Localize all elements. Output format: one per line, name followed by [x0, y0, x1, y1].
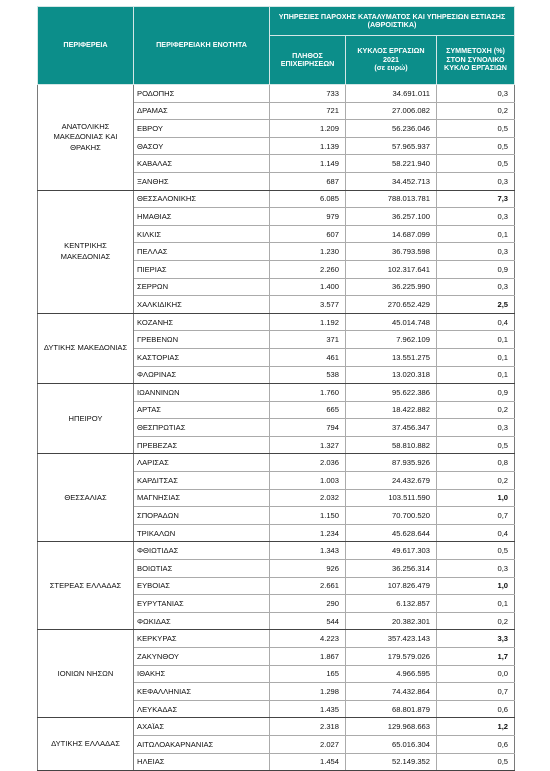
share-cell: 0,2	[437, 102, 515, 120]
share-cell: 7,3	[437, 190, 515, 208]
regional-unit-cell: ΙΩΑΝΝΙΝΩΝ	[134, 384, 270, 402]
businesses-cell: 926	[270, 560, 346, 578]
businesses-cell: 1.454	[270, 753, 346, 771]
businesses-cell: 1.192	[270, 313, 346, 331]
turnover-cell: 87.935.926	[346, 454, 437, 472]
businesses-cell: 2.027	[270, 735, 346, 753]
share-cell: 0,4	[437, 313, 515, 331]
share-cell: 0,0	[437, 665, 515, 683]
businesses-cell: 794	[270, 419, 346, 437]
businesses-cell: 461	[270, 348, 346, 366]
header-group: ΥΠΗΡΕΣΙΕΣ ΠΑΡΟΧΗΣ ΚΑΤΑΛΥΜΑΤΟΣ ΚΑΙ ΥΠΗΡΕΣΙΩΝ ΕΣΤΙΑΣΗΣ (ΑΘΡΟΙΣΤΙΚΑ)	[270, 7, 515, 36]
turnover-cell: 65.016.304	[346, 735, 437, 753]
businesses-cell: 1.400	[270, 278, 346, 296]
regional-unit-cell: ΒΟΙΩΤΙΑΣ	[134, 560, 270, 578]
businesses-cell: 1.327	[270, 436, 346, 454]
turnover-cell: 58.221.940	[346, 155, 437, 173]
regional-unit-cell: ΣΠΟΡΑΔΩΝ	[134, 507, 270, 525]
turnover-cell: 37.456.347	[346, 419, 437, 437]
share-cell: 0,2	[437, 472, 515, 490]
share-cell: 0,3	[437, 85, 515, 103]
regional-unit-cell: ΚΑΣΤΟΡΙΑΣ	[134, 348, 270, 366]
regional-unit-cell: ΑΧΑΪΑΣ	[134, 718, 270, 736]
businesses-cell: 544	[270, 612, 346, 630]
businesses-cell: 1.150	[270, 507, 346, 525]
businesses-cell: 1.867	[270, 648, 346, 666]
share-cell: 0,5	[437, 753, 515, 771]
turnover-cell: 103.511.590	[346, 489, 437, 507]
table-body	[38, 85, 515, 771]
regional-unit-cell: ΚΕΡΚΥΡΑΣ	[134, 630, 270, 648]
region-name: ΙΟΝΙΩΝ ΝΗΣΩΝ	[38, 630, 134, 718]
turnover-cell: 45.014.748	[346, 313, 437, 331]
share-cell: 0,6	[437, 700, 515, 718]
table-row	[38, 718, 515, 736]
businesses-cell: 2.260	[270, 260, 346, 278]
share-cell: 0,1	[437, 348, 515, 366]
regional-unit-cell: ΑΡΤΑΣ	[134, 401, 270, 419]
share-cell: 0,7	[437, 683, 515, 701]
turnover-cell: 107.826.479	[346, 577, 437, 595]
turnover-cell: 74.432.864	[346, 683, 437, 701]
regional-unit-cell: ΤΡΙΚΑΛΩΝ	[134, 524, 270, 542]
share-cell: 0,1	[437, 595, 515, 613]
share-cell: 0,2	[437, 612, 515, 630]
header-share: ΣΥΜΜΕΤΟΧΗ (%) ΣΤΟΝ ΣΥΝΟΛΙΚΟ ΚΥΚΛΟ ΕΡΓΑΣΙΩΝ	[437, 36, 515, 85]
table-row	[38, 190, 515, 208]
businesses-cell: 371	[270, 331, 346, 349]
share-cell: 3,3	[437, 630, 515, 648]
regional-unit-cell: ΖΑΚΥΝΘΟΥ	[134, 648, 270, 666]
turnover-cell: 34.691.011	[346, 85, 437, 103]
regional-unit-cell: ΚΕΦΑΛΛΗΝΙΑΣ	[134, 683, 270, 701]
turnover-cell: 179.579.026	[346, 648, 437, 666]
businesses-cell: 2.036	[270, 454, 346, 472]
table-row	[38, 630, 515, 648]
statistics-document	[37, 6, 514, 771]
turnover-cell: 27.006.082	[346, 102, 437, 120]
share-cell: 0,5	[437, 155, 515, 173]
regional-unit-cell: ΜΑΓΝΗΣΙΑΣ	[134, 489, 270, 507]
region-name: ΑΝΑΤΟΛΙΚΗΣ ΜΑΚΕΔΟΝΙΑΣ ΚΑΙ ΘΡΑΚΗΣ	[38, 85, 134, 191]
businesses-cell: 1.343	[270, 542, 346, 560]
turnover-cell: 20.382.301	[346, 612, 437, 630]
regional-unit-cell: ΚΑΒΑΛΑΣ	[134, 155, 270, 173]
businesses-cell: 1.139	[270, 137, 346, 155]
businesses-cell: 1.209	[270, 120, 346, 138]
table-row	[38, 542, 515, 560]
regional-unit-cell: ΚΟΖΑΝΗΣ	[134, 313, 270, 331]
turnover-cell: 49.617.303	[346, 542, 437, 560]
regional-unit-cell: ΠΡΕΒΕΖΑΣ	[134, 436, 270, 454]
share-cell: 0,8	[437, 454, 515, 472]
regional-unit-cell: ΑΙΤΩΛΟΑΚΑΡΝΑΝΙΑΣ	[134, 735, 270, 753]
businesses-cell: 733	[270, 85, 346, 103]
turnover-cell: 13.020.318	[346, 366, 437, 384]
header-region: ΠΕΡΙΦΕΡΕΙΑ	[38, 7, 134, 85]
turnover-cell: 14.687.099	[346, 225, 437, 243]
turnover-cell: 270.652.429	[346, 296, 437, 314]
businesses-cell: 1.234	[270, 524, 346, 542]
turnover-cell: 7.962.109	[346, 331, 437, 349]
regional-unit-cell: ΙΘΑΚΗΣ	[134, 665, 270, 683]
share-cell: 0,3	[437, 560, 515, 578]
businesses-cell: 3.577	[270, 296, 346, 314]
table-row	[38, 85, 515, 103]
regional-unit-cell: ΘΑΣΟΥ	[134, 137, 270, 155]
share-cell: 0,1	[437, 225, 515, 243]
regional-unit-cell: ΡΟΔΟΠΗΣ	[134, 85, 270, 103]
businesses-cell: 1.435	[270, 700, 346, 718]
turnover-cell: 357.423.143	[346, 630, 437, 648]
region-name: ΣΤΕΡΕΑΣ ΕΛΛΑΔΑΣ	[38, 542, 134, 630]
businesses-cell: 290	[270, 595, 346, 613]
region-name: ΔΥΤΙΚΗΣ ΕΛΛΑΔΑΣ	[38, 718, 134, 771]
share-cell: 1,0	[437, 577, 515, 595]
businesses-cell: 721	[270, 102, 346, 120]
share-cell: 0,3	[437, 243, 515, 261]
share-cell: 0,1	[437, 366, 515, 384]
turnover-cell: 13.551.275	[346, 348, 437, 366]
businesses-cell: 1.003	[270, 472, 346, 490]
businesses-cell: 607	[270, 225, 346, 243]
turnover-cell: 34.452.713	[346, 172, 437, 190]
turnover-cell: 18.422.882	[346, 401, 437, 419]
share-cell: 0,9	[437, 260, 515, 278]
share-cell: 0,3	[437, 172, 515, 190]
turnover-cell: 24.432.679	[346, 472, 437, 490]
table-header	[38, 7, 515, 85]
businesses-cell: 6.085	[270, 190, 346, 208]
businesses-cell: 2.661	[270, 577, 346, 595]
regional-unit-cell: ΗΛΕΙΑΣ	[134, 753, 270, 771]
regional-unit-cell: ΚΙΛΚΙΣ	[134, 225, 270, 243]
regional-unit-cell: ΕΥΡΥΤΑΝΙΑΣ	[134, 595, 270, 613]
share-cell: 0,7	[437, 507, 515, 525]
regional-unit-cell: ΘΕΣΣΑΛΟΝΙΚΗΣ	[134, 190, 270, 208]
table-row	[38, 384, 515, 402]
regional-unit-cell: ΕΥΒΟΙΑΣ	[134, 577, 270, 595]
turnover-cell: 129.968.663	[346, 718, 437, 736]
share-cell: 2,5	[437, 296, 515, 314]
share-cell: 0,6	[437, 735, 515, 753]
share-cell: 0,3	[437, 419, 515, 437]
regional-unit-cell: ΚΑΡΔΙΤΣΑΣ	[134, 472, 270, 490]
header-regional-unit: ΠΕΡΙΦΕΡΕΙΑΚΗ ΕΝΟΤΗΤΑ	[134, 7, 270, 85]
regional-unit-cell: ΦΛΩΡΙΝΑΣ	[134, 366, 270, 384]
regional-unit-cell: ΔΡΑΜΑΣ	[134, 102, 270, 120]
businesses-cell: 1.230	[270, 243, 346, 261]
businesses-cell: 2.318	[270, 718, 346, 736]
regional-unit-cell: ΧΑΛΚΙΔΙΚΗΣ	[134, 296, 270, 314]
header-turnover	[346, 36, 437, 85]
share-cell: 0,5	[437, 436, 515, 454]
share-cell: 0,4	[437, 524, 515, 542]
share-cell: 0,3	[437, 208, 515, 226]
share-cell: 0,5	[437, 137, 515, 155]
businesses-cell: 4.223	[270, 630, 346, 648]
region-name: ΔΥΤΙΚΗΣ ΜΑΚΕΔΟΝΙΑΣ	[38, 313, 134, 383]
regional-unit-cell: ΛΑΡΙΣΑΣ	[134, 454, 270, 472]
businesses-cell: 979	[270, 208, 346, 226]
regional-unit-cell: ΠΙΕΡΙΑΣ	[134, 260, 270, 278]
businesses-cell: 1.760	[270, 384, 346, 402]
share-cell: 0,9	[437, 384, 515, 402]
businesses-cell: 2.032	[270, 489, 346, 507]
regional-unit-cell: ΛΕΥΚΑΔΑΣ	[134, 700, 270, 718]
region-name: ΚΕΝΤΡΙΚΗΣ ΜΑΚΕΔΟΝΙΑΣ	[38, 190, 134, 313]
businesses-cell: 1.298	[270, 683, 346, 701]
header-turnover-title: ΚΥΚΛΟΣ ΕΡΓΑΣΙΩΝ	[357, 46, 425, 56]
turnover-cell: 68.801.879	[346, 700, 437, 718]
regional-unit-cell: ΠΕΛΛΑΣ	[134, 243, 270, 261]
businesses-cell: 538	[270, 366, 346, 384]
turnover-cell: 36.256.314	[346, 560, 437, 578]
region-name: ΗΠΕΙΡΟΥ	[38, 384, 134, 454]
share-cell: 1,7	[437, 648, 515, 666]
turnover-cell: 6.132.857	[346, 595, 437, 613]
regional-unit-cell: ΦΘΙΩΤΙΔΑΣ	[134, 542, 270, 560]
header-turnover-year: 2021	[383, 54, 399, 64]
turnover-cell: 102.317.641	[346, 260, 437, 278]
regional-unit-cell: ΕΒΡΟΥ	[134, 120, 270, 138]
turnover-cell: 56.236.046	[346, 120, 437, 138]
turnover-cell: 95.622.386	[346, 384, 437, 402]
regional-unit-cell: ΗΜΑΘΙΑΣ	[134, 208, 270, 226]
regional-unit-cell: ΞΑΝΘΗΣ	[134, 172, 270, 190]
share-cell: 1,0	[437, 489, 515, 507]
turnover-cell: 788.013.781	[346, 190, 437, 208]
region-name: ΘΕΣΣΑΛΙΑΣ	[38, 454, 134, 542]
share-cell: 1,2	[437, 718, 515, 736]
turnover-cell: 45.628.644	[346, 524, 437, 542]
regional-unit-cell: ΓΡΕΒΕΝΩΝ	[134, 331, 270, 349]
turnover-cell: 58.810.882	[346, 436, 437, 454]
header-businesses: ΠΛΗΘΟΣ ΕΠΙΧΕΙΡΗΣΕΩΝ	[270, 36, 346, 85]
table-row	[38, 313, 515, 331]
turnover-cell: 36.793.598	[346, 243, 437, 261]
accommodation-food-services-table	[37, 6, 515, 771]
share-cell: 0,5	[437, 542, 515, 560]
businesses-cell: 165	[270, 665, 346, 683]
regional-unit-cell: ΘΕΣΠΡΩΤΙΑΣ	[134, 419, 270, 437]
header-turnover-unit: (σε ευρώ)	[374, 63, 408, 73]
turnover-cell: 52.149.352	[346, 753, 437, 771]
businesses-cell: 1.149	[270, 155, 346, 173]
businesses-cell: 665	[270, 401, 346, 419]
regional-unit-cell: ΦΩΚΙΔΑΣ	[134, 612, 270, 630]
turnover-cell: 36.257.100	[346, 208, 437, 226]
share-cell: 0,1	[437, 331, 515, 349]
turnover-cell: 36.225.990	[346, 278, 437, 296]
regional-unit-cell: ΣΕΡΡΩΝ	[134, 278, 270, 296]
share-cell: 0,2	[437, 401, 515, 419]
businesses-cell: 687	[270, 172, 346, 190]
share-cell: 0,3	[437, 278, 515, 296]
share-cell: 0,5	[437, 120, 515, 138]
turnover-cell: 4.966.595	[346, 665, 437, 683]
table-row	[38, 454, 515, 472]
turnover-cell: 57.965.937	[346, 137, 437, 155]
turnover-cell: 70.700.520	[346, 507, 437, 525]
